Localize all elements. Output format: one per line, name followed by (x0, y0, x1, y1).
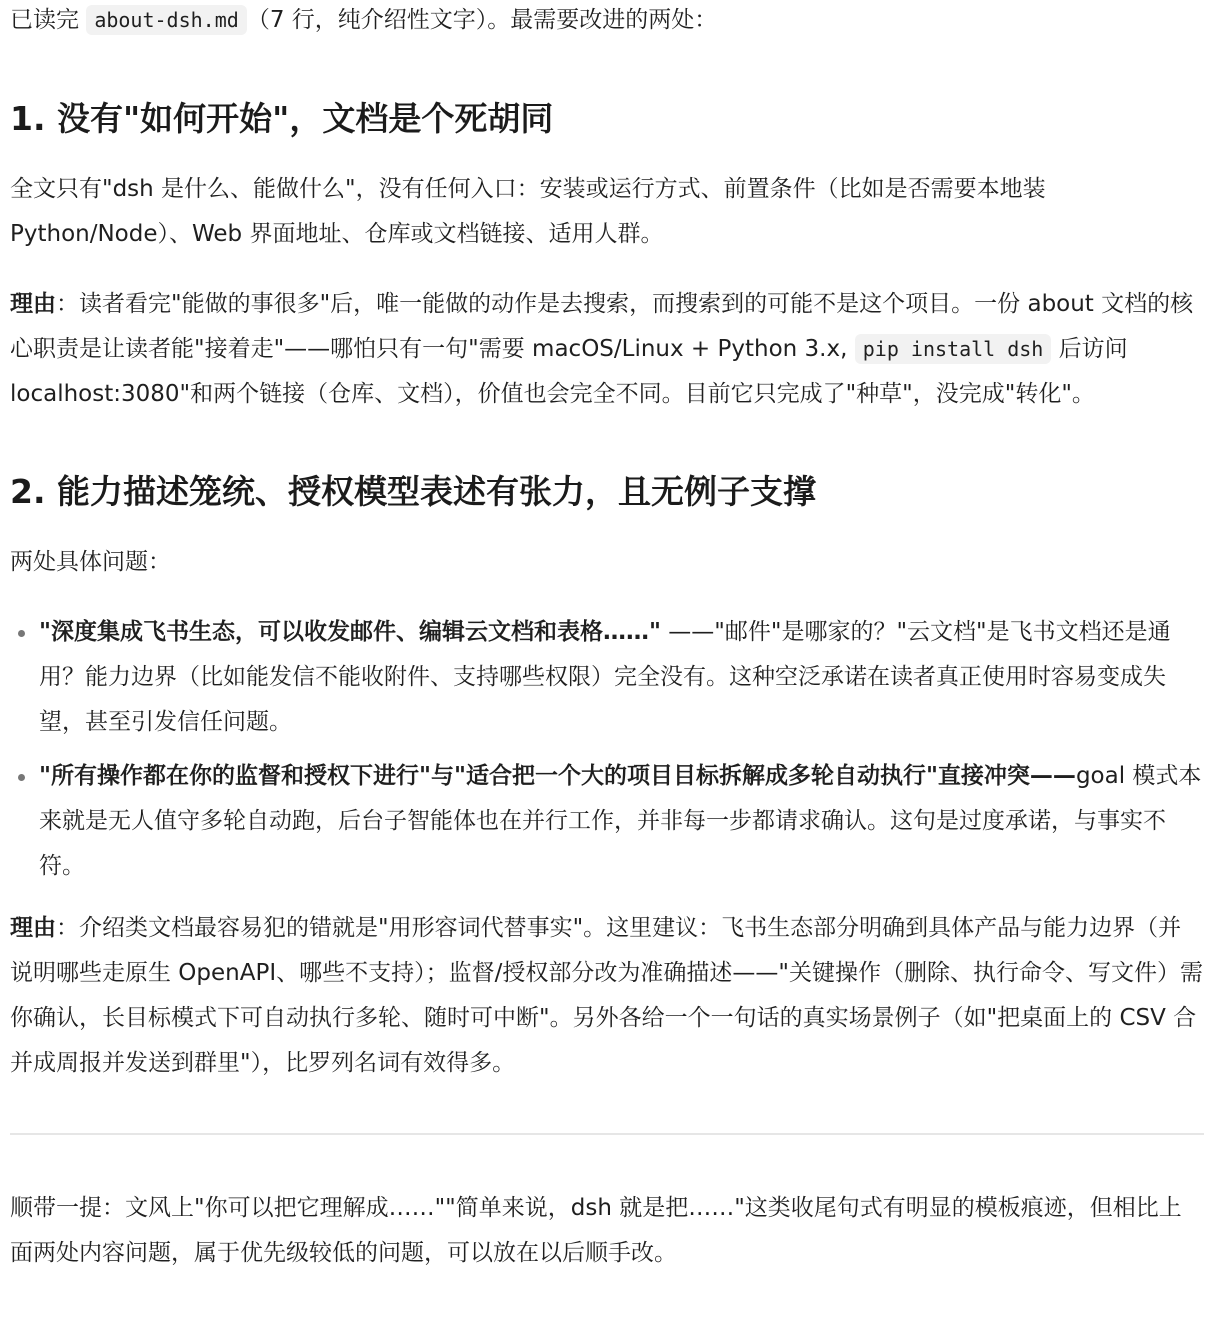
reason-text-part1: ：读者看完"能做的事很多"后，唯一能做的动作是去搜索，而搜索到的可能不是这个项目。一份 about 文档的核心职责是让读者能"接着走"——哪怕只有一句"需要 macOS/Linux + Python 3.x, (10, 291, 1194, 362)
reason-label: 理由 (10, 291, 56, 317)
intro-text-after: （7 行，纯介绍性文字）。最需要改进的两处： (246, 7, 718, 33)
intro-paragraph (10, 0, 1204, 43)
list-item (39, 610, 1204, 745)
inline-code-filename: about-dsh.md (86, 5, 247, 35)
intro-text-before: 已读完 (10, 7, 87, 33)
inline-code-command: pip install dsh (855, 334, 1052, 364)
section1-paragraph: 全文只有"dsh 是什么、能做什么"，没有任何入口：安装或运行方式、前置条件（比如是否需要本地装 Python/Node）、Web 界面地址、仓库或文档链接、适用人群。 (10, 176, 1046, 247)
section1-heading: 1. 没有"如何开始"，文档是个死胡同 (10, 99, 554, 138)
reason-label: 理由 (10, 915, 56, 941)
divider (10, 1133, 1204, 1135)
section2-heading: 2. 能力描述笼统、授权模型表述有张力，且无例子支撑 (10, 472, 816, 511)
issue-list (10, 610, 1204, 889)
reason-text: ：介绍类文档最容易犯的错就是"用形容词代替事实"。这里建议：飞书生态部分明确到具体产品与能力边界（并说明哪些走原生 OpenAPI、哪些不支持）；监督/授权部分改为准确描述——"关键操作（删除、执行命令、写文件）需你确认，长目标模式下可自动执行多轮、随时可中断"。另外各给一个一句话的真实场景例子（如"把桌面上的 CSV 合并成周报并发送到群里"），比罗列名词有效得多。 (10, 915, 1203, 1076)
footer-note: 顺带一提：文风上"你可以把它理解成……""简单来说，dsh 就是把……"这类收尾句式有明显的模板痕迹，但相比上面两处内容问题，属于优先级较低的问题，可以放在以后顺手改。 (10, 1195, 1182, 1266)
section1-reason (10, 282, 1204, 417)
list-item (39, 754, 1204, 889)
list-item-text: ——"邮件"是哪家的？"云文档"是飞书文档还是通用？能力边界（比如能发信不能收附件、支持哪些权限）完全没有。这种空泛承诺在读者真正使用时容易变成失望，甚至引发信任问题。 (39, 619, 1171, 735)
reason-text-part2: 后访问 localhost:3080"和两个链接（仓库、文档），价值也会完全不同。目前它只完成了"种草"，没完成"转化"。 (10, 336, 1128, 407)
list-item-text: goal 模式本来就是无人值守多轮自动跑，后台子智能体也在并行工作，并非每一步都请求确认。这句是过度承诺，与事实不符。 (39, 763, 1202, 879)
section2-reason (10, 906, 1204, 1086)
section2-intro: 两处具体问题： (10, 549, 171, 575)
list-item-bold: "深度集成飞书生态，可以收发邮件、编辑云文档和表格……" (39, 619, 661, 645)
list-item-bold: "所有操作都在你的监督和授权下进行"与"适合把一个大的项目目标拆解成多轮自动执行"直接冲突—— (39, 763, 1076, 789)
